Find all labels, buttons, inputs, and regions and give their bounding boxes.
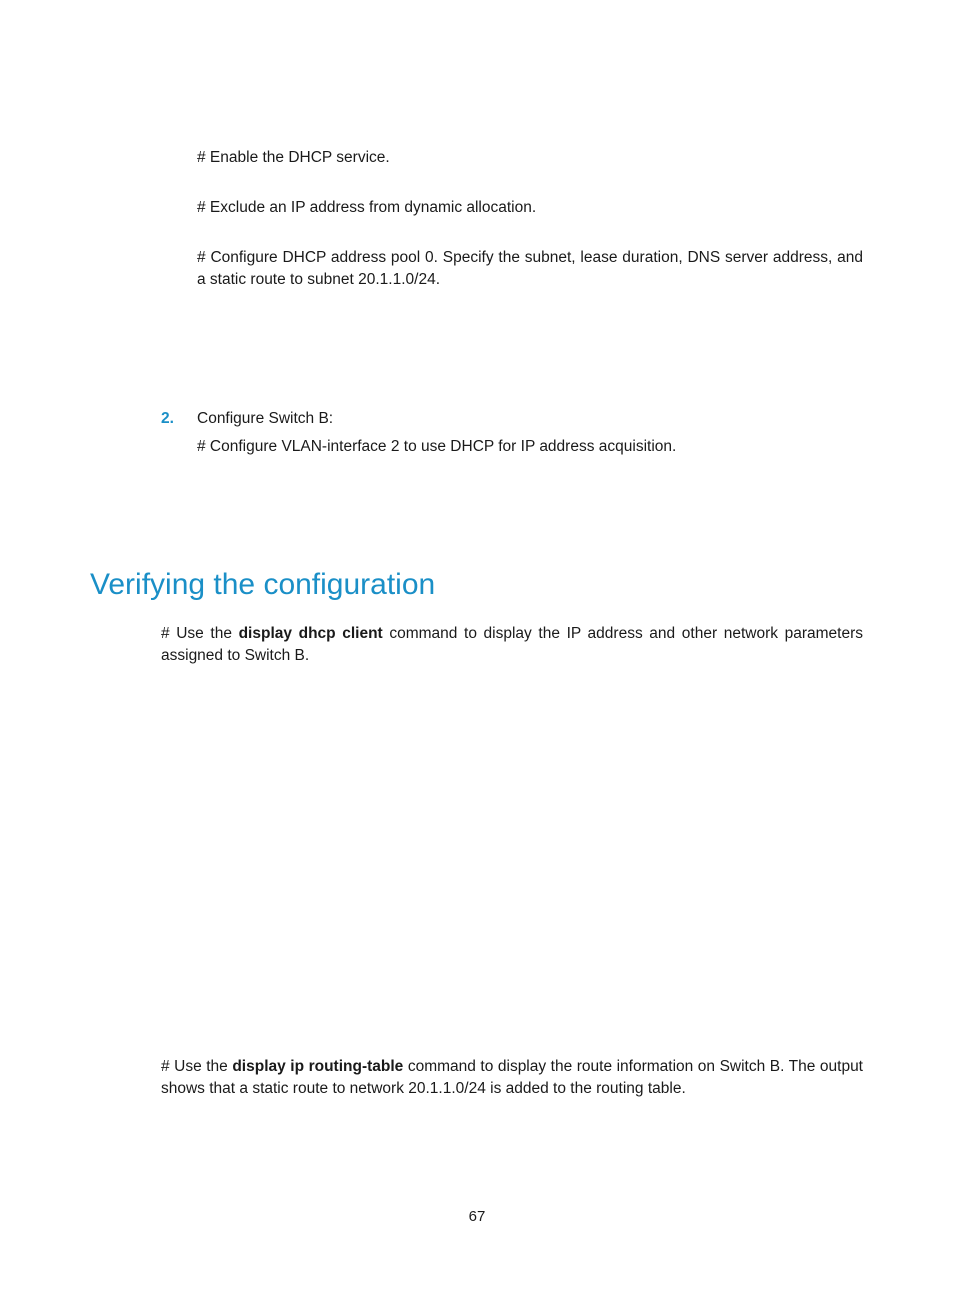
verify-paragraph-2 [161, 1056, 863, 1100]
section-heading: Verifying the configuration [90, 568, 436, 601]
display-dhcp-client-command: display dhcp client [238, 625, 383, 642]
verify-paragraph-2-suffix: command to display the route information on Switch B. The output shows that a static route to network 20.1.1.0/24 is added to the routing table. [161, 1058, 863, 1097]
display-ip-routing-table-command: display ip routing-table [232, 1058, 404, 1075]
verify-paragraph-1-prefix: # Use the [161, 625, 239, 642]
verify-paragraph-1 [161, 623, 863, 667]
verify-paragraph-2-prefix: # Use the [161, 1058, 233, 1075]
configure-pool-text: # Configure DHCP address pool 0. Specify the subnet, lease duration, DNS server address, and a static route to subnet 20.1.1.0/24. [197, 249, 863, 288]
exclude-ip-text: # Exclude an IP address from dynamic allocation. [197, 199, 537, 216]
step-number: 2. [161, 410, 174, 427]
page-number: 67 [468, 1208, 486, 1225]
enable-dhcp-text: # Enable the DHCP service. [197, 149, 390, 166]
verify-paragraph-1-suffix: command to display the IP address and other network parameters assigned to Switch B. [161, 625, 864, 664]
step-detail-text: # Configure VLAN-interface 2 to use DHCP for IP address acquisition. [197, 438, 677, 455]
step-title: Configure Switch B: [197, 410, 334, 427]
